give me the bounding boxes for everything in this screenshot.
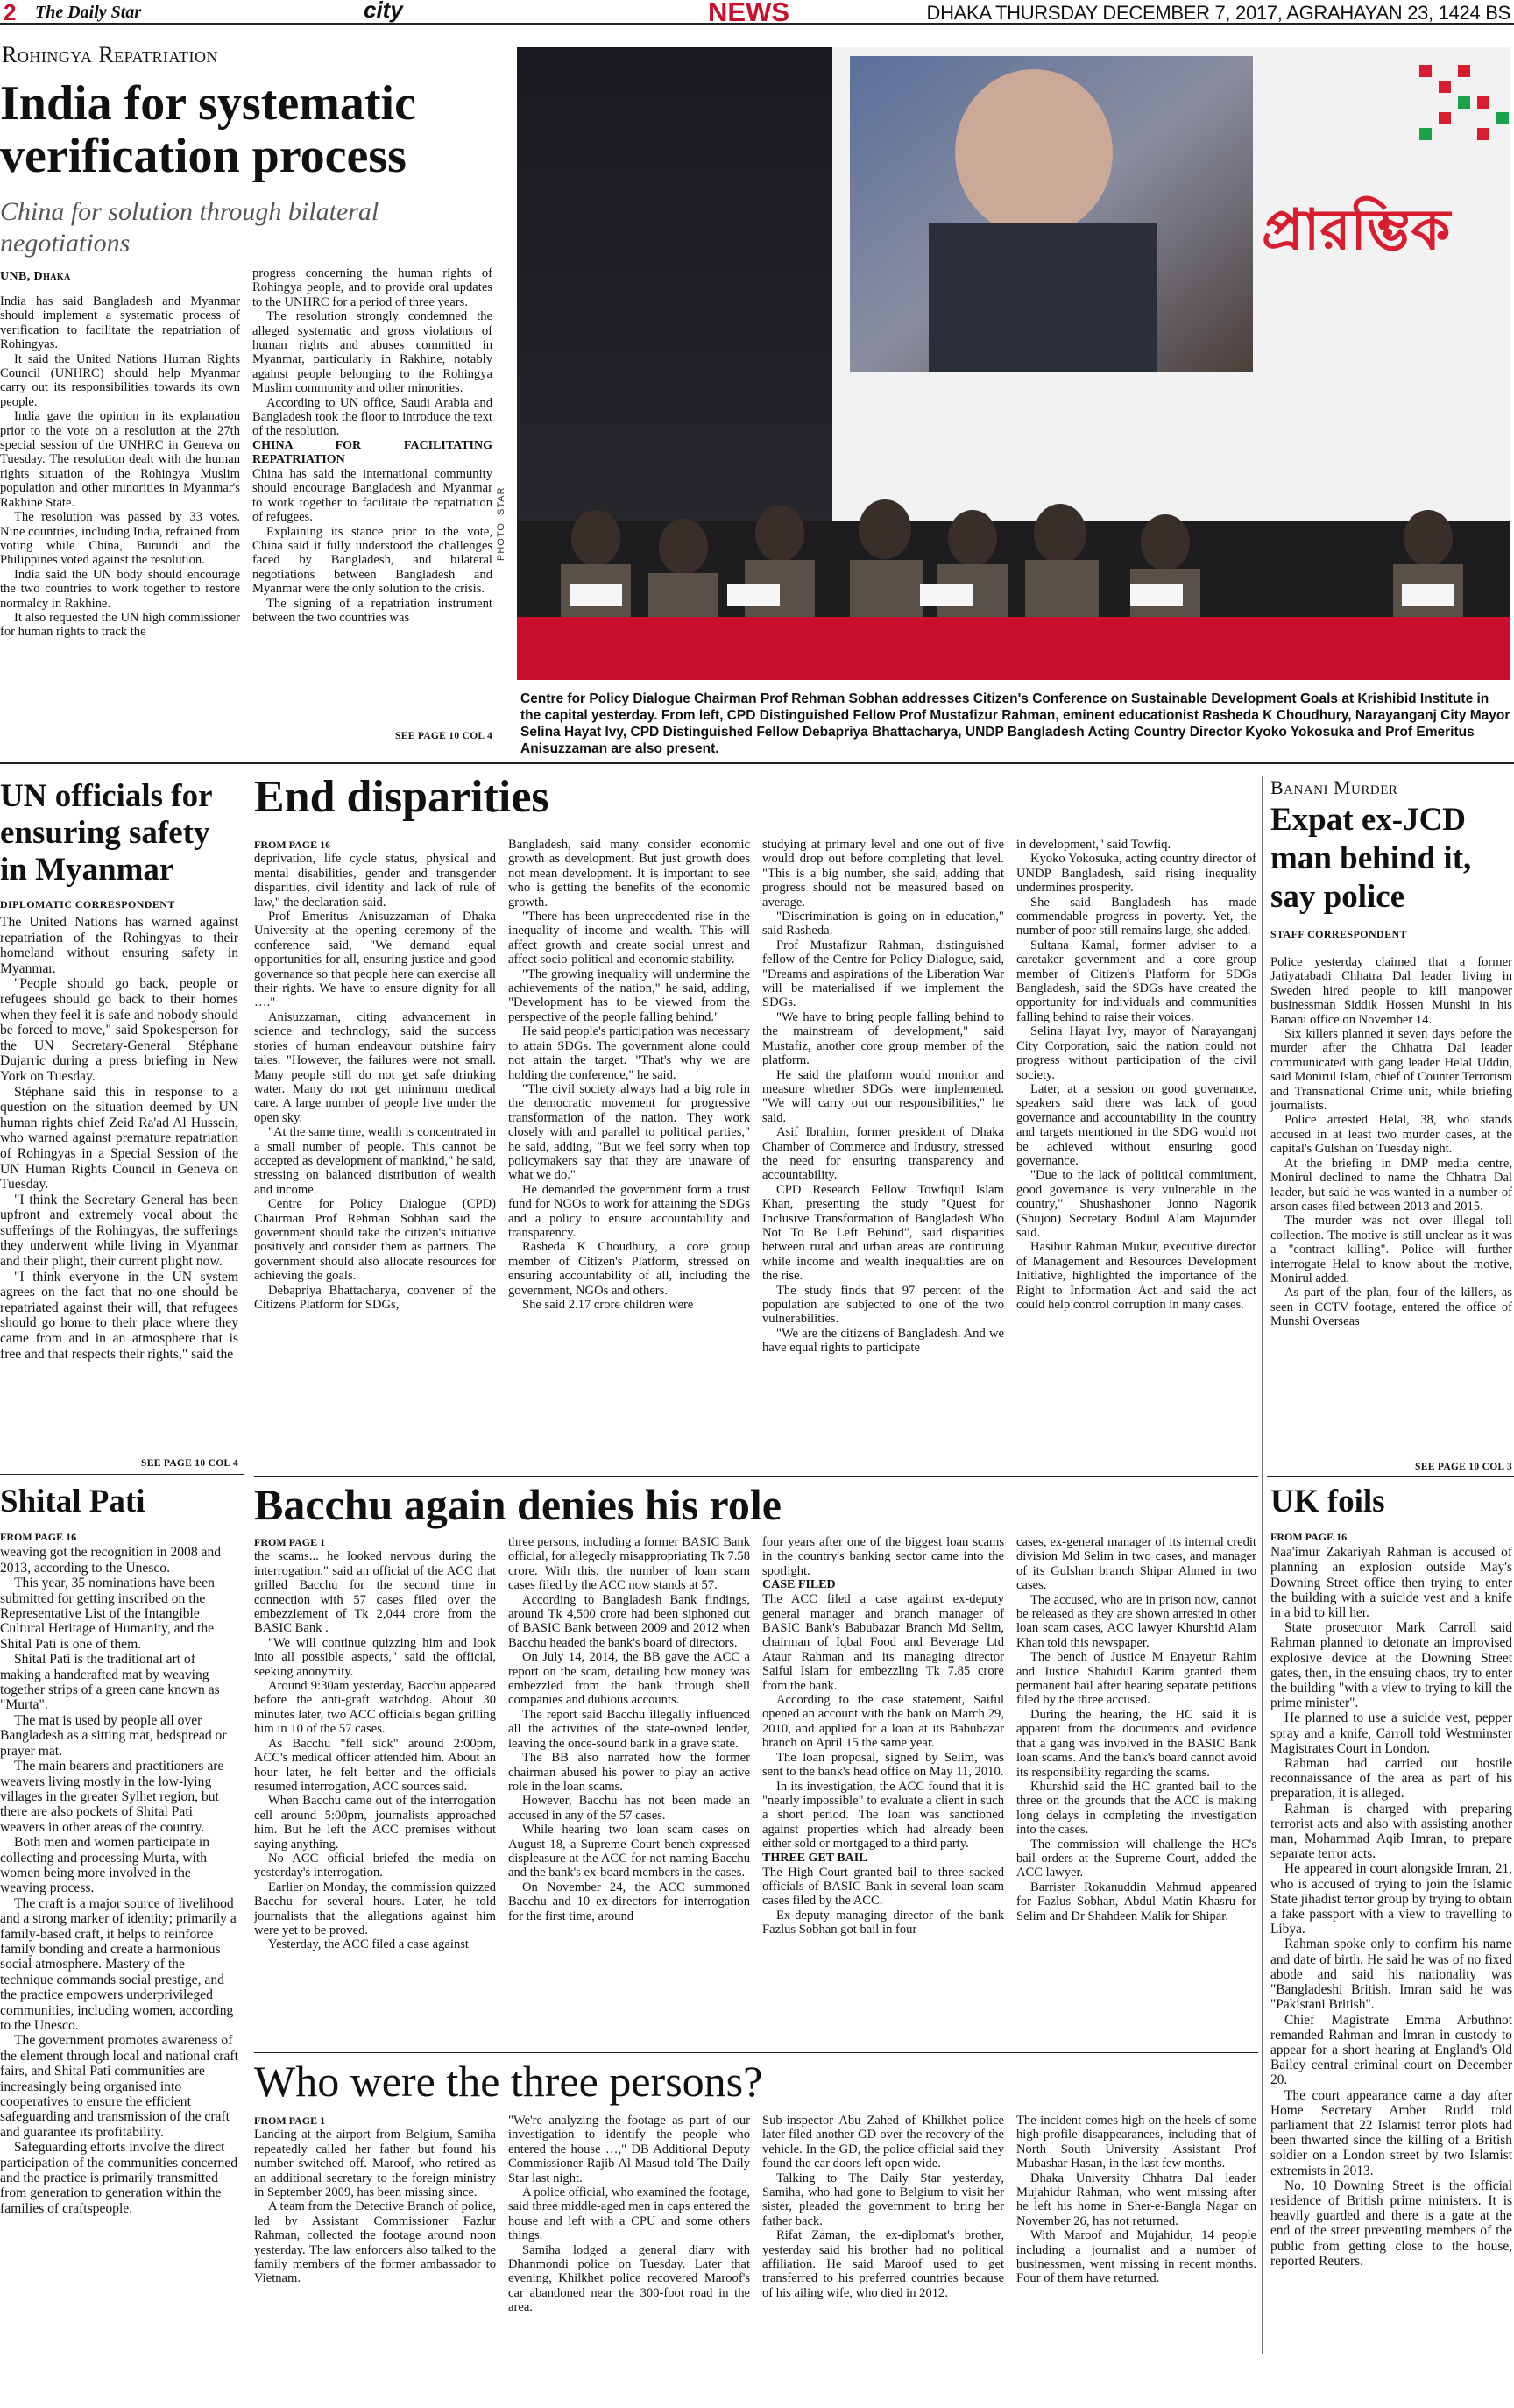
paragraph: "We are the citizens of Bangladesh. And we have equal rights to participate bbox=[762, 1326, 1004, 1356]
un-jump-line: SEE PAGE 10 COL 4 bbox=[141, 1458, 238, 1469]
banani-jump-line: SEE PAGE 10 COL 3 bbox=[1415, 1462, 1512, 1472]
from-page-label: FROM PAGE 16 bbox=[0, 1531, 77, 1543]
bacchu-column-3 bbox=[762, 1535, 1004, 2043]
paragraph: "We have to bring people falling behind to the mainstream of development," said Mustafiz, another core group member of the platform. bbox=[762, 1009, 1004, 1068]
paragraph: studying at primary level and one out of five would drop out before completing that level. "This is a big number, she said, adding that progress should not be measured based on average. bbox=[762, 838, 1004, 910]
paragraph: Centre for Policy Dialogue (CPD) Chairman Prof Rehman Sobhan said the government should take the citizen's initiative positively and consider them as partners. The government should also allocate resources for achieving the goals. bbox=[254, 1197, 496, 1284]
page-number: 2 bbox=[4, 0, 17, 25]
paragraph: "Due to the lack of political commitment, good governance is very vulnerable in the country," Shushashoner Jonno Nagorik (Shujon) Secretary Bodiul Alam Majumder said. bbox=[1016, 1168, 1256, 1240]
paragraph: Both men and women participate in collecting and processing Murta, with women being more involved in the weaving process. bbox=[0, 1835, 210, 1896]
who-column-3 bbox=[762, 2114, 1004, 2406]
paragraph: "The growing inequality will undermine the achievements of the nation," he said, adding, "Development has to be viewed from the perspective of the people falling behind." bbox=[508, 967, 750, 1024]
who-column-4 bbox=[1016, 2114, 1256, 2406]
paragraph: She said 2.17 crore children were bbox=[522, 1298, 694, 1312]
paragraph: The craft is a major source of livelihood and a strong marker of identity; primarily a family-based craft, it helps to reinforce family bonding and create a harmonious social atmosphere. Mastery of the technique commands social prestige, and the practice empowers underprivileged communities, including women, according to the Unesco. bbox=[0, 1895, 237, 2033]
masthead bbox=[0, 0, 1514, 25]
paragraph: three persons, including a former BASIC Bank official, for allegedly misappropriating Tk 7.58 crore. With this, the number of loan scam cases filed by the ACC now stands at 57. bbox=[508, 1535, 750, 1593]
banani-body bbox=[1270, 955, 1512, 1462]
bacchu-headline: Bacchu again denies his role bbox=[254, 1480, 782, 1529]
shital-body bbox=[0, 1530, 238, 2406]
dateline: DHAKA THURSDAY DECEMBER 7, 2017, AGRAHAYAN 23, 1424 BS bbox=[926, 2, 1510, 24]
column-divider bbox=[1262, 776, 1263, 2354]
section-subhead: CHINA FOR FACILITATING REPATRIATION bbox=[252, 438, 492, 466]
paragraph: State prosecutor Mark Carroll said Rahman planned to detonate an improvised explosive device at the Downing Street gates, then, in the ensuing chaos, try to enter the building "with a view to trying to kill the prime minister". bbox=[1270, 1620, 1512, 1711]
paragraph: The accused, who are in prison now, cannot be released as they are shown arrested in other loan scam cases, ACC lawyer Khurshid Alam Khan told this newspaper. bbox=[1016, 1592, 1256, 1650]
from-page-label: FROM PAGE 1 bbox=[254, 2114, 326, 2127]
paragraph: Yesterday, the ACC filed a case against bbox=[268, 1937, 469, 1952]
paragraph: Rahman is charged with preparing terrorist acts and also with assisting another man, Mohammad Aqib Imran, to prepare separate terror acts. bbox=[1270, 1801, 1512, 1862]
paragraph: Barrister Rokanuddin Mahmud appeared for Fazlus Sobhan, Abdul Matin Khasru for Selim and Dr Shahdeen Malik for Shipar. bbox=[1016, 1880, 1256, 1923]
paragraph: weaving got the recognition in 2008 and 2013, according to the Unesco. bbox=[0, 1545, 222, 1576]
photo-caption: Centre for Policy Dialogue Chairman Prof Rehman Sobhan addresses Citizen's Conference on Sustainable Development Goals at Krishibid Institute in the capital yesterday. From left, CPD Distinguished Fellow Prof Mustafizur Rahman, eminent educationist Rasheda K Choudhury, Narayanganj City Mayor Selina Hayat Ivy, CPD Distinguished Fellow Debapriya Bhattacharya, UNDP Bangladesh Acting Country Director Kyoko Yokosuka and Prof Emeritus Anisuzzaman are also present. bbox=[520, 691, 1510, 756]
lead-kicker: Rohingya Repatriation bbox=[2, 42, 219, 67]
paragraph: No. 10 Downing Street is the official residence of British prime ministers. It is heavily guarded and there is a gate at the end of the street preventing members of the public from getting close to the house, reported Reuters. bbox=[1270, 2178, 1512, 2269]
paragraph: India gave the opinion in its explanation prior to the vote on a resolution at the 27th special session of the UNHRC in Geneva on Tuesday. The resolution dealt with the human rights situation of the Rohingya Muslim population and other minorities in Myanmar's Rakhine State. bbox=[0, 409, 240, 510]
un-headline: UN officials for ensuring safety in Myanmar bbox=[0, 778, 212, 888]
lead-headline-line-2: verification process bbox=[0, 129, 407, 184]
section-divider bbox=[0, 1474, 244, 1475]
paragraph: As part of the plan, four of the killers, as seen in CCTV footage, entered the office of Munshi Overseas bbox=[1270, 1285, 1512, 1329]
paragraph: Stéphane said this in response to a question on the situation deemed by UN human rights chief Zeid Ra'ad Al Hussein, who warned against premature repatriation of Rohingyas in a Special Session of the UN Human Rights Council in Geneva on Tuesday. bbox=[0, 1084, 238, 1193]
paragraph: Talking to The Daily Star yesterday, Samiha, who had gone to Belgium to visit her sister, pleaded the government to bring her father back. bbox=[762, 2171, 1004, 2228]
bacchu-column-4 bbox=[1016, 1535, 1256, 2043]
paragraph: Rifat Zaman, the ex-diplomat's brother, yesterday said his brother had no political affiliation. He said Maroof used to get transferred to his preferred countries because of his ailing wife, who died in 2012. bbox=[762, 2228, 1004, 2300]
end-column-4 bbox=[1016, 838, 1256, 1460]
paragraph: "I think everyone in the UN system agrees on the fact that no-one should be repatriated against their will, that refugees should go home to their place where they came from and in an atmosphere that is free and that respects their rights," said the bbox=[0, 1269, 238, 1362]
paragraph: Prof Emeritus Anisuzzaman of Dhaka University at the opening ceremony of the conference said, "We demand equal opportunities for all, ensuring justice and good governance so that people here can exercise all their rights. We have to ensure dignity for all …." bbox=[254, 910, 496, 1010]
paragraph: Police yesterday claimed that a former Jatiyatabadi Chhatra Dal leader living in Sweden hired people to kill manpower businessman Siddik Hossen Munshi in his Banani office on November 14. bbox=[1270, 955, 1512, 1027]
paragraph: It said the United Nations Human Rights Council (UNHRC) should help Myanmar carry out its responsibilities towards its own people. bbox=[0, 351, 240, 409]
lead-subhead: China for solution through bilateral negotiations bbox=[0, 197, 379, 258]
section-subhead: THREE GET BAIL bbox=[762, 1851, 867, 1865]
from-page-label: FROM PAGE 16 bbox=[1270, 1531, 1348, 1543]
section-label: NEWS bbox=[708, 0, 789, 27]
paragraph: Rahman had carried out hostile reconnaissance of the area as part of his preparation, it is alleged. bbox=[1270, 1756, 1512, 1802]
paragraph: Six killers planned it seven days before the murder after the Chhatra Dal leader communicated with gang leader Helal Uddin, said Monirul Islam, chief of Counter Terrorism and Transnational Crime unit, while briefing journalists. bbox=[1270, 1027, 1512, 1114]
paragraph: The resolution strongly condemned the alleged systematic and gross violations of human rights and abuses committed in Myanmar, particularly in Rakhine, notably against people belonging to the Rohingya Muslim community and other minorities. bbox=[252, 309, 492, 396]
paragraph: Earlier on Monday, the commission quizzed Bacchu for several hours. Later, he told journalists that the allegations against him were yet to be proved. bbox=[254, 1880, 496, 1937]
paragraph: Around 9:30am yesterday, Bacchu appeared before the anti-graft watchdog. About 30 minutes later, two ACC officials began grilling him in 10 of the 57 cases. bbox=[254, 1679, 496, 1737]
section-divider bbox=[254, 1476, 1258, 1477]
paragraph: The murder was not over illegal toll collection. The motive is still unclear as it was a "contract killing". Police will further interrogate Helal to know about the motive, Monirul added. bbox=[1270, 1214, 1512, 1285]
paragraph: He said people's participation was necessary to attain SDGs. The government alone could not attain the target. "That's why we are holding the conference," he said. bbox=[508, 1024, 750, 1082]
paragraph: He planned to use a suicide vest, pepper spray and a knife, Carroll told Westminster Magistrates Court in London. bbox=[1270, 1710, 1512, 1756]
paragraph: "There has been unprecedented rise in the inequality of income and wealth. This will affect growth and create social unrest and affect socio-political and economic stability. bbox=[508, 910, 750, 967]
paragraph: A team from the Detective Branch of police, led by Assistant Commissioner Fazlur Rahman, collected the footage around noon yesterday. The law enforcers also talked to the family members of the former ambassador to Vietnam. bbox=[254, 2199, 496, 2286]
paragraph: cases, ex-general manager of its internal credit division Md Selim in two cases, and manager of its Gulshan branch Shipar Ahmed in two cases. bbox=[1016, 1535, 1256, 1593]
paragraph: The High Court granted bail to three sacked officials of BASIC Bank in several loan scam cases filed by the ACC. bbox=[762, 1865, 1004, 1909]
paragraph: On July 14, 2014, the BB gave the ACC a report on the scam, detailing how money was embezzled from the bank through shell companies and dubious accounts. bbox=[508, 1650, 750, 1708]
who-column-1 bbox=[254, 2114, 496, 2406]
paragraph: Selina Hayat Ivy, mayor of Narayanganj City Corporation, said the nation could not progress without participation of the civil society. bbox=[1016, 1024, 1256, 1082]
paragraph: India said the UN body should encourage the two countries to work together to restore normalcy in Rakhine. bbox=[0, 567, 240, 611]
paragraph: While hearing two loan scam cases on August 18, a Supreme Court bench expressed displeasure at the ACC for not naming Bacchu and the bank's ex-board members in the cases. bbox=[508, 1823, 750, 1880]
paragraph: The ACC filed a case against ex-deputy general manager and branch manager of BASIC Bank's Babubazar Branch Md Selim, chairman of Iqbal Food and Beverage Ltd Ataur Rahman and its managing director Saiful Islam for embezzling Tk 7.85 crore from the bank. bbox=[762, 1592, 1004, 1693]
uk-headline: UK foils bbox=[1270, 1484, 1385, 1519]
paragraph: Hasibur Rahman Mukur, executive director of Management and Resources Development Initiative, highlighted the importance of the Right to Information Act and said the act could help control corruption in many cases. bbox=[1016, 1240, 1256, 1312]
banani-byline: STAFF CORRESPONDENT bbox=[1270, 928, 1407, 940]
paragraph: the scams... he looked nervous during the interrogation," said an official of the ACC that grilled Bacchu for the second time in connection with 57 cases filed over the embezzlement of Tk 2,044 crore from the BASIC Bank . bbox=[254, 1549, 496, 1636]
who-headline: Who were the three persons? bbox=[254, 2057, 763, 2106]
paragraph: Prof Mustafizur Rahman, distinguished fellow of the Centre for Policy Dialogue, said, "Dreams and aspirations of the Liberation War will be materialised if we implement the SDGs. bbox=[762, 938, 1004, 1010]
paragraph: As Bacchu "fell sick" around 2:00pm, ACC's medical officer attended him. About an hour later, he felt better and the officials resumed interrogation, ACC sources said. bbox=[254, 1736, 496, 1794]
paragraph: "People should go back, people or refugees should go back to their homes when they feel it is safe and nobody should be forced to move," said Spokesperson for the UN Secretary-General Stéphane Dujarric during a press briefing in New York on Tuesday. bbox=[0, 976, 238, 1084]
lead-column-2 bbox=[252, 266, 492, 731]
paragraph: Chief Magistrate Emma Arbuthnot remanded Rahman and Imran in custody to appear for a short hearing at England's Old Bailey central criminal court on December 20. bbox=[1270, 2012, 1512, 2088]
paragraph: Ex-deputy managing director of the bank Fazlus Sobhan got bail in four bbox=[762, 1908, 1004, 1937]
photo-illustration bbox=[517, 47, 1510, 680]
paragraph: It also requested the UN high commissioner for human rights to track the bbox=[0, 610, 240, 640]
bacchu-column-1 bbox=[254, 1535, 496, 2043]
paragraph: During the hearing, the HC said it is apparent from the documents and evidence that a gang was involved in the BASIC Bank loan scams. And the bank's board cannot avoid its responsibility regarding the scams. bbox=[1016, 1707, 1256, 1780]
paragraph: According to Bangladesh Bank findings, around Tk 4,500 crore had been siphoned out of BASIC Bank between 2009 and 2012 when Bacchu headed the bank's board of directors. bbox=[508, 1592, 750, 1650]
bacchu-column-2 bbox=[508, 1535, 750, 2043]
lead-headline-line-1: India for systematic bbox=[0, 76, 416, 131]
lead-jump-line: SEE PAGE 10 COL 4 bbox=[395, 731, 492, 741]
paragraph: She said Bangladesh has made commendable progress in poverty. Yet, the number of poor still remains large, she added. bbox=[1016, 895, 1256, 938]
paragraph: four years after one of the biggest loan scams in the country's banking sector came into the spotlight. bbox=[762, 1535, 1004, 1578]
banani-kicker: Banani Murder bbox=[1270, 776, 1398, 798]
end-column-1 bbox=[254, 838, 496, 1460]
paragraph: "At the same time, wealth is concentrated in a small number of people. This cannot be accepted as development of mankind," he said, stressing on balanced distribution of wealth and income. bbox=[254, 1125, 496, 1197]
paragraph: progress concerning the human rights of Rohingya people, and to provide oral updates to the UNHRC for a period of three years. bbox=[252, 266, 492, 309]
paragraph: Sultana Kamal, former adviser to a caretaker government and a core group member of Citizen's Platform for SDGs Bangladesh, said the SDGs have created the opportunity for individuals and communities falling behind to raise their voices. bbox=[1016, 938, 1256, 1024]
lead-column-1 bbox=[0, 294, 240, 747]
paragraph: He demanded the government form a trust fund for NGOs to work for attaining the SDGs and a policy to ensure accountability and transparency. bbox=[508, 1182, 750, 1240]
paragraph: Debapriya Bhattacharya, convener of the Citizens Platform for SDGs, bbox=[254, 1283, 496, 1312]
paragraph: in development," said Towfiq. bbox=[1016, 838, 1171, 852]
paragraph: Samiha lodged a general diary with Dhanmondi police on Tuesday. Later that evening, Khilkhet police recovered Maroof's car abandoned near the 300-foot road in the area. bbox=[508, 2242, 750, 2315]
paragraph: The incident comes high on the heels of some high-profile disappearances, including that of North South University Assistant Prof Mubashar Hasan, in the last few months. bbox=[1016, 2114, 1256, 2171]
paragraph: He appeared in court alongside Imran, 21, who is accused of trying to join the Islamic State jihadist terror group by trying to obtain a fake passport with a view to travelling to Libya. bbox=[1270, 1861, 1512, 1937]
paragraph: Later, at a session on good governance, speakers said there was lack of good governance and accountability in the country and targets mentioned in the SDG would not be achieved without ensuring good governance. bbox=[1016, 1081, 1256, 1168]
paragraph: Explaining its stance prior to the vote, China said it fully understood the challenges faced by Bangladesh, and bilateral negotiations between Bangladesh and Myanmar were the only solution to the crisis. bbox=[252, 524, 492, 597]
paragraph: "I think the Secretary General has been upfront and extremely vocal about the sufferings of the Rohingyas, the sufferings they underwent while living in Myanmar and their plight, their current plight now. bbox=[0, 1192, 238, 1270]
paragraph: Landing at the airport from Belgium, Samiha repeatedly called her father but found his number switched off. Maroof, who retired as an additional secretary to the foreign ministry in September 2009, has been missing since. bbox=[254, 2128, 496, 2200]
from-page-label: FROM PAGE 1 bbox=[254, 1536, 326, 1548]
paragraph: The loan proposal, signed by Selim, was sent to the bank's head office on May 11, 2010. bbox=[762, 1750, 1004, 1780]
paragraph: Sub-inspector Abu Zahed of Khilkhet police later filed another GD over the recovery of the vehicle. In the GD, the police official said they found the car doors left open wide. bbox=[762, 2114, 1004, 2171]
paragraph: "We will continue quizzing him and look into all possible aspects," said the official, seeking anonymity. bbox=[254, 1635, 496, 1679]
end-column-2 bbox=[508, 838, 750, 1460]
paragraph: Anisuzzaman, citing advancement in science and technology, said the success stories of human endeavour outshine fairy tales. "However, the failures were not small. Many people still do not get safe drinking water. Many do not get minimum medical care. A large number of people live under the open sky. bbox=[254, 1009, 496, 1125]
paragraph: Bangladesh, said many consider economic growth as development. But just growth does not mean development. It is important to see who is getting the benefits of the economic growth. bbox=[508, 838, 750, 910]
paragraph: The commission will challenge the HC's bail orders at the Supreme Court, added the ACC lawyer. bbox=[1016, 1837, 1256, 1880]
paragraph: In its investigation, the ACC found that it is "nearly impossible" to evaluate a client in such a short period. The loan was sanctioned against properties which had already been either sold or mortgaged to a third party. bbox=[762, 1779, 1004, 1852]
banani-headline: Expat ex-JCD man behind it, say police bbox=[1270, 802, 1472, 915]
from-page-label: FROM PAGE 16 bbox=[254, 839, 331, 851]
section-divider bbox=[1267, 1476, 1514, 1477]
paragraph: With Maroof and Mujahidur, 14 people including a journalist and a number of businessmen, went missing in recent months. Four of them have returned. bbox=[1016, 2228, 1256, 2286]
paragraph: The United Nations has warned against repatriation of the Rohingyas to their homeland without ensuring safety in Myanmar. bbox=[0, 915, 238, 976]
paragraph: "Discrimination is going on in education," said Rasheda. bbox=[762, 910, 1004, 938]
end-column-3 bbox=[762, 838, 1004, 1460]
end-headline: End disparities bbox=[254, 772, 549, 822]
paragraph: The government promotes awareness of the element through local and national craft fairs, and Shital Pati communities are increasingly being organised into cooperatives to ensure the efficient safeguarding and transmission of the craft and guarantee its profitability. bbox=[0, 2033, 238, 2140]
paragraph: Kyoko Yokosuka, acting country director of UNDP Bangladesh, said rising inequality undermines prosperity. bbox=[1016, 852, 1256, 896]
un-body bbox=[0, 915, 238, 1458]
paragraph: Dhaka University Chhatra Dal leader Mujahidur Rahman, who went missing after he left his home in Sher-e-Bangla Nagar on November 26, has not returned. bbox=[1016, 2171, 1256, 2228]
paragraph: deprivation, life cycle status, physical and mental disabilities, gender and transgender disparities, civil identity and lack of rule of law," the declaration said. bbox=[254, 852, 496, 910]
paragraph: Police arrested Helal, 38, who stands accused in at least two murder cases, at the capital's Gulshan on Tuesday night. bbox=[1270, 1113, 1512, 1157]
paragraph: The signing of a repatriation instrument between the two countries was bbox=[252, 596, 492, 625]
un-byline: DIPLOMATIC CORRESPONDENT bbox=[0, 898, 175, 910]
paragraph: Rahman spoke only to confirm his name and date of birth. He said he was of no fixed abode and said his nationality was "Bangladeshi British. Imran said he was "Pakistani British". bbox=[1270, 1937, 1512, 2013]
paragraph: This year, 35 nominations have been submitted for getting inscribed on the Representative List of the Intangible Cultural Heritage of Humanity, and the Shital Pati is one of them. bbox=[0, 1576, 215, 1652]
paragraph: The court appearance came a day after Home Secretary Amber Rudd told parliament that 22 Islamist terror plots had been thwarted since the killing of a British soldier on a London street by two Islamist extremists in 2013. bbox=[1270, 2087, 1512, 2178]
paragraph: Safeguarding efforts involve the direct participation of the communities concerned and the practice is primarily transmitted from generation to generation within the families of craftspeople. bbox=[0, 2140, 238, 2216]
section-name: city bbox=[364, 0, 403, 23]
paragraph: Shital Pati is the traditional art of making a handcrafted mat by weaving together strips of a green cane known as "Murta". bbox=[0, 1652, 220, 1713]
newspaper-logo: The Daily Star bbox=[35, 3, 142, 22]
paragraph: CPD Research Fellow Towfiqul Islam Khan, presenting the study "Quest for Inclusive Transformation of Bangladesh Who Not To Be Left Behind", said disparities between rural and urban areas are continuing while income and wealth inequalities are on the rise. bbox=[762, 1182, 1004, 1284]
paragraph: No ACC official briefed the media on yesterday's interrogation. bbox=[254, 1851, 496, 1880]
paragraph: On November 24, the ACC summoned Bacchu and 10 ex-directors for interrogation for the first time, around bbox=[508, 1880, 750, 1923]
uk-body bbox=[1270, 1530, 1512, 2406]
lead-headline bbox=[0, 77, 508, 183]
paragraph: He said the platform would monitor and measure whether SDGs were implemented. "We will carry out our responsibilities," he said. bbox=[762, 1067, 1004, 1125]
shital-headline: Shital Pati bbox=[0, 1484, 145, 1519]
section-divider bbox=[0, 762, 1514, 764]
paragraph: At the briefing in DMP media centre, Monirul declined to name the Chhatra Dal leader, but said he was wanted in a number of arson cases filed between 2013 and 2015. bbox=[1270, 1156, 1512, 1214]
paragraph: The BB also narrated how the former chairman abused his power to play an active role in the loan scams. bbox=[508, 1751, 750, 1794]
photo-banner-text: প্রারম্ভিক bbox=[1262, 198, 1451, 263]
paragraph: However, Bacchu has not been made an accused in any of the 57 cases. bbox=[508, 1794, 750, 1823]
paragraph: When Bacchu came out of the interrogation cell around 5:00pm, journalists approached him. But he left the ACC premises without saying anything. bbox=[254, 1794, 496, 1852]
paragraph: Naa'imur Zakariyah Rahman is accused of planning an explosion outside May's Downing Street office then trying to enter the building with a suicide vest and a knife in a bid to kill her. bbox=[1270, 1545, 1512, 1621]
paragraph: According to UN office, Saudi Arabia and Bangladesh took the floor to introduce the text of the resolution. bbox=[252, 395, 492, 439]
section-subhead: CASE FILED bbox=[762, 1578, 836, 1592]
section-divider bbox=[254, 2052, 1258, 2053]
paragraph: The report said Bacchu illegally influenced all the activities of the state-owned lender, leaving the once-sound bank in a grave state. bbox=[508, 1707, 750, 1751]
paragraph: India has said Bangladesh and Myanmar should implement a systematic process of verification to facilitate the repatriation of Rohingyas. bbox=[0, 294, 240, 352]
paragraph: A police official, who examined the footage, said three middle-aged men in caps entered the house and left with a CPU and some others things. bbox=[508, 2185, 750, 2243]
conference-photo bbox=[517, 47, 1510, 680]
paragraph: According to the case statement, Saiful opened an account with the bank on March 29, 2010, and applied for a loan at its Babubazar branch on April 15 the same year. bbox=[762, 1693, 1004, 1751]
paragraph: The bench of Justice M Enayetur Rahim and Justice Shahidul Karim granted them permanent bail after hearing separate petitions filed by the three accused. bbox=[1016, 1650, 1256, 1708]
lead-byline: UNB, Dhaka bbox=[0, 270, 71, 283]
photo-credit: PHOTO: STAR bbox=[496, 486, 506, 561]
paragraph: The mat is used by people all over Bangladesh as a sitting mat, bedspread or prayer mat. bbox=[0, 1712, 227, 1759]
paragraph: China has said the international community should encourage Bangladesh and Myanmar to work together to facilitate the repatriation of refugees. bbox=[252, 466, 492, 525]
paragraph: The main bearers and practitioners are weavers living mostly in the low-lying villages in the greater Sylhet region, but there are also pockets of Shital Pati weavers in other areas of the country. bbox=[0, 1759, 224, 1835]
paragraph: "We're analyzing the footage as part of our investigation to identify the people who entered the house …," DB Additional Deputy Commissioner Rajib Al Masud told The Daily Star last night. bbox=[508, 2114, 750, 2185]
paragraph: Rasheda K Choudhury, a core group member of Citizen's Platform, stressed on ensuring accountability of all, including the government, NGOs and others. bbox=[508, 1240, 750, 1298]
paragraph: "The civil society always had a big role in the democratic movement for progressive transformation of the nation. They work closely with and parallel to political parties," he said, adding, "But we feel sorry when top policymakers say that they are unaware of what we do." bbox=[508, 1081, 750, 1183]
paragraph: Khurshid said the HC granted bail to the three on the grounds that the ACC is making long delays in completing the investigation into the cases. bbox=[1016, 1779, 1256, 1838]
paragraph: Asif Ibrahim, former president of Dhaka Chamber of Commerce and Industry, stressed the need for ensuring transparency and accountability. bbox=[762, 1125, 1004, 1183]
paragraph: The resolution was passed by 33 votes. Nine countries, including India, refrained from voting while China, Burundi and the Philippines voted against the resolution. bbox=[0, 510, 240, 568]
paragraph: The study finds that 97 percent of the population are subjected to one of the two vulnerabilities. bbox=[762, 1283, 1004, 1327]
who-column-2 bbox=[508, 2114, 750, 2406]
